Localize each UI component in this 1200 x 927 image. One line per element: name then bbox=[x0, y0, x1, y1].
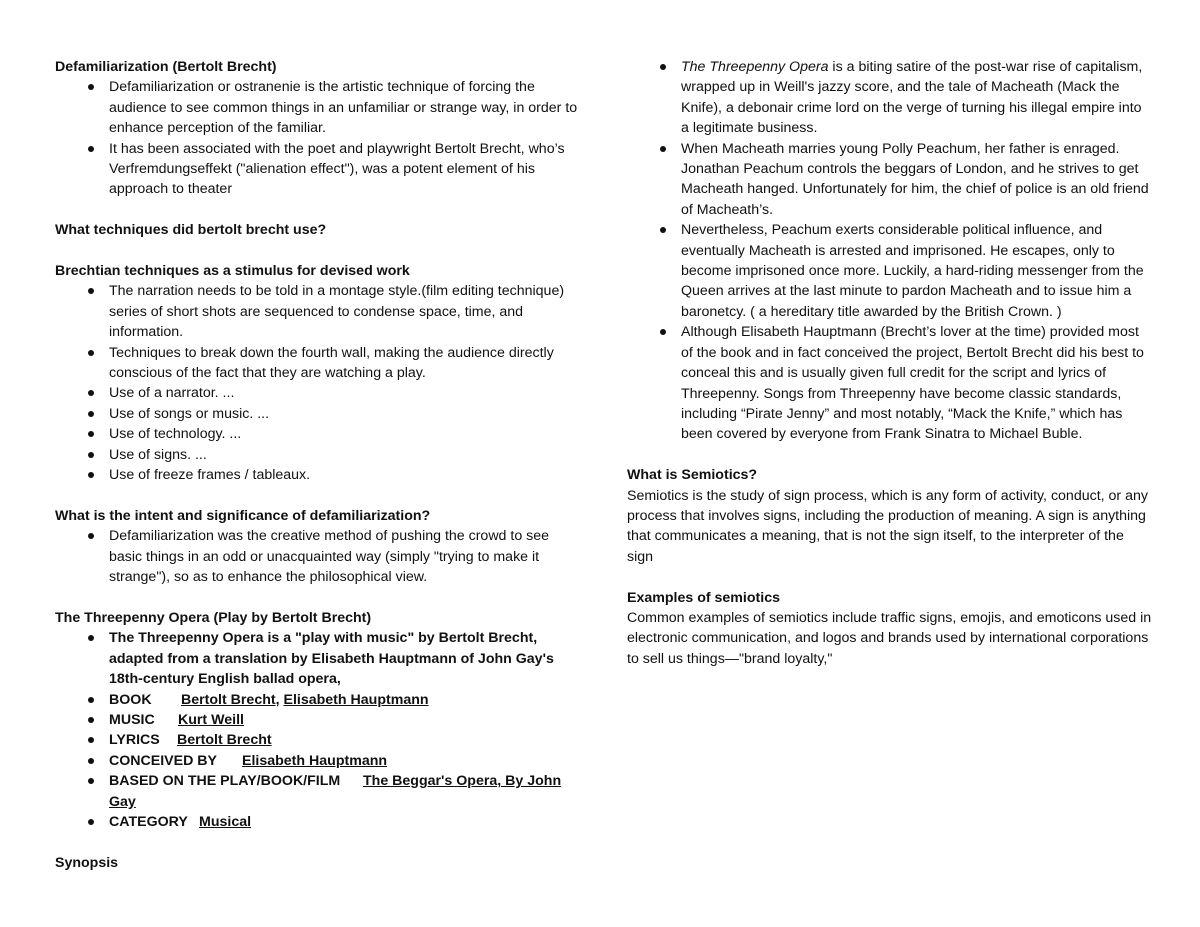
intent-heading: What is the intent and significance of defamiliarization? bbox=[55, 507, 431, 524]
category-link[interactable]: Musical bbox=[199, 813, 252, 830]
category-label: CATEGORY bbox=[109, 813, 188, 830]
conceived-row bbox=[55, 751, 580, 771]
bullet-icon bbox=[88, 288, 94, 294]
lyrics-label: LYRICS bbox=[109, 732, 160, 749]
threepenny-heading: The Threepenny Opera (Play by Bertolt Brecht) bbox=[55, 609, 372, 626]
list-item: The narration needs to be told in a montage style.(film editing technique) series of short shots are sequenced to condense space, time, and information. bbox=[55, 281, 580, 342]
techniques-question: What techniques did bertolt brecht use? bbox=[55, 222, 327, 239]
list-item: Techniques to break down the fourth wall, making the audience directly conscious of the fact that they are watching a play. bbox=[55, 343, 580, 384]
intent-list bbox=[55, 526, 580, 587]
bullet-icon bbox=[88, 533, 94, 539]
bullet-icon bbox=[88, 819, 94, 825]
based-on-link[interactable]: The Beggar's Opera, By John Gay bbox=[109, 773, 562, 810]
bullet-icon bbox=[88, 717, 94, 723]
synopsis-list bbox=[627, 57, 1152, 445]
synopsis-heading: Synopsis bbox=[55, 854, 119, 871]
list-item: Use of freeze frames / tableaux. bbox=[55, 465, 580, 485]
bullet-icon bbox=[88, 84, 94, 90]
music-link[interactable]: Kurt Weill bbox=[178, 711, 244, 728]
brechtian-heading: Brechtian techniques as a stimulus for devised work bbox=[55, 263, 410, 280]
bullet-icon bbox=[660, 146, 666, 152]
list-item: The Threepenny Opera is a biting satire of the post-war rise of capitalism, wrapped up in Weill's jazzy score, and the tale of Macheath (Mack the Knife), a debonair crime lord on the verge of turning his illegal empire into a legitimate business. bbox=[627, 57, 1152, 139]
book-link-brecht[interactable]: Bertolt Brecht bbox=[181, 691, 276, 708]
right-column bbox=[627, 57, 1152, 669]
defamiliarization-list bbox=[55, 77, 580, 199]
semiotics-heading: What is Semiotics? bbox=[627, 467, 758, 484]
book-row: BOOK Bertolt Brecht, Elisabeth Hauptmann bbox=[55, 690, 580, 710]
bullet-icon bbox=[88, 697, 94, 703]
list-item: When Macheath marries young Polly Peachum, her father is enraged. Jonathan Peachum controls the beggars of London, and he strives to get Macheath hanged. Unfortunately for him, the chief of police is an old friend of Macheath’s. bbox=[627, 139, 1152, 221]
music-label: MUSIC bbox=[109, 711, 155, 728]
bullet-icon bbox=[88, 472, 94, 478]
lyrics-row bbox=[55, 730, 580, 750]
bullet-icon bbox=[660, 64, 666, 70]
bullet-icon bbox=[88, 452, 94, 458]
list-item: Nevertheless, Peachum exerts considerable political influence, and eventually Macheath is arrested and imprisoned. He escapes, only to become imprisoned once more. Luckily, a hard-riding messenger from the Queen arrives at the last minute to pardon Macheath and to issue him a baronetcy. ( a hereditary title awarded by the British Crown. ) bbox=[627, 220, 1152, 322]
list-item: It has been associated with the poet and playwright Bertolt Brecht, who’s Verfremdungseffekt ("alienation effect"), was a potent element of his approach to theater bbox=[55, 139, 580, 200]
opera-title: The Threepenny Opera bbox=[681, 59, 829, 75]
bullet-icon bbox=[88, 737, 94, 743]
list-item: Use of a narrator. ... bbox=[55, 383, 580, 403]
bullet-icon bbox=[88, 411, 94, 417]
based-on-row bbox=[55, 771, 580, 812]
based-on-label: BASED ON THE PLAY/BOOK/FILM bbox=[109, 773, 341, 790]
bullet-icon bbox=[660, 227, 666, 233]
threepenny-facts-list bbox=[55, 628, 580, 832]
category-row bbox=[55, 812, 580, 832]
list-item: Use of songs or music. ... bbox=[55, 404, 580, 424]
examples-heading: Examples of semiotics bbox=[627, 589, 780, 606]
bullet-icon bbox=[88, 431, 94, 437]
book-label: BOOK bbox=[109, 691, 152, 708]
bullet-icon bbox=[88, 350, 94, 356]
bullet-icon bbox=[88, 778, 94, 784]
examples-paragraph: Common examples of semiotics include traffic signs, emojis, and emoticons used in electronic communication, and logos and brands used by international corporations to sell us things—"brand loyalty," bbox=[627, 609, 1152, 667]
list-item: Use of technology. ... bbox=[55, 424, 580, 444]
bullet-icon bbox=[88, 635, 94, 641]
bullet-icon bbox=[88, 146, 94, 152]
brechtian-list bbox=[55, 281, 580, 485]
list-item: Although Elisabeth Hauptmann (Brecht’s lover at the time) provided most of the book and in fact conceived the project, Bertolt Brecht did his best to conceal this and is usually given full credit for the script and lyrics of Threepenny. Songs from Threepenny have become classic standards, including “Pirate Jenny” and most notably, “Mack the Knife,” which has been covered by everyone from Frank Sinatra to Michael Buble. bbox=[627, 322, 1152, 444]
left-column bbox=[55, 57, 580, 873]
list-item: Defamiliarization was the creative method of pushing the crowd to see basic things in an odd or unacquainted way (simply "trying to make it strange"), so as to enhance the philosophical view. bbox=[55, 526, 580, 587]
list-item: Defamiliarization or ostranenie is the artistic technique of forcing the audience to see common things in an unfamiliar or strange way, in order to enhance perception of the familiar. bbox=[55, 77, 580, 138]
lyrics-link[interactable]: Bertolt Brecht bbox=[177, 732, 272, 749]
bullet-icon bbox=[660, 329, 666, 335]
music-row bbox=[55, 710, 580, 730]
list-item: Use of signs. ... bbox=[55, 445, 580, 465]
bullet-icon bbox=[88, 758, 94, 764]
book-link-hauptmann[interactable]: Elisabeth Hauptmann bbox=[283, 691, 429, 708]
conceived-label: CONCEIVED BY bbox=[109, 752, 217, 769]
list-item: The Threepenny Opera is a "play with music" by Bertolt Brecht, adapted from a translation by Elisabeth Hauptmann of John Gay's 18th-century English ballad opera, bbox=[55, 628, 580, 689]
semiotics-paragraph: Semiotics is the study of sign process, which is any form of activity, conduct, or any process that involves signs, including the production of meaning. A sign is anything that communicates a meaning, that is not the sign itself, to the interpreter of the sign bbox=[627, 487, 1148, 565]
conceived-link[interactable]: Elisabeth Hauptmann bbox=[242, 752, 388, 769]
defamiliarization-heading: Defamiliarization (Bertolt Brecht) bbox=[55, 59, 277, 75]
bullet-icon bbox=[88, 390, 94, 396]
